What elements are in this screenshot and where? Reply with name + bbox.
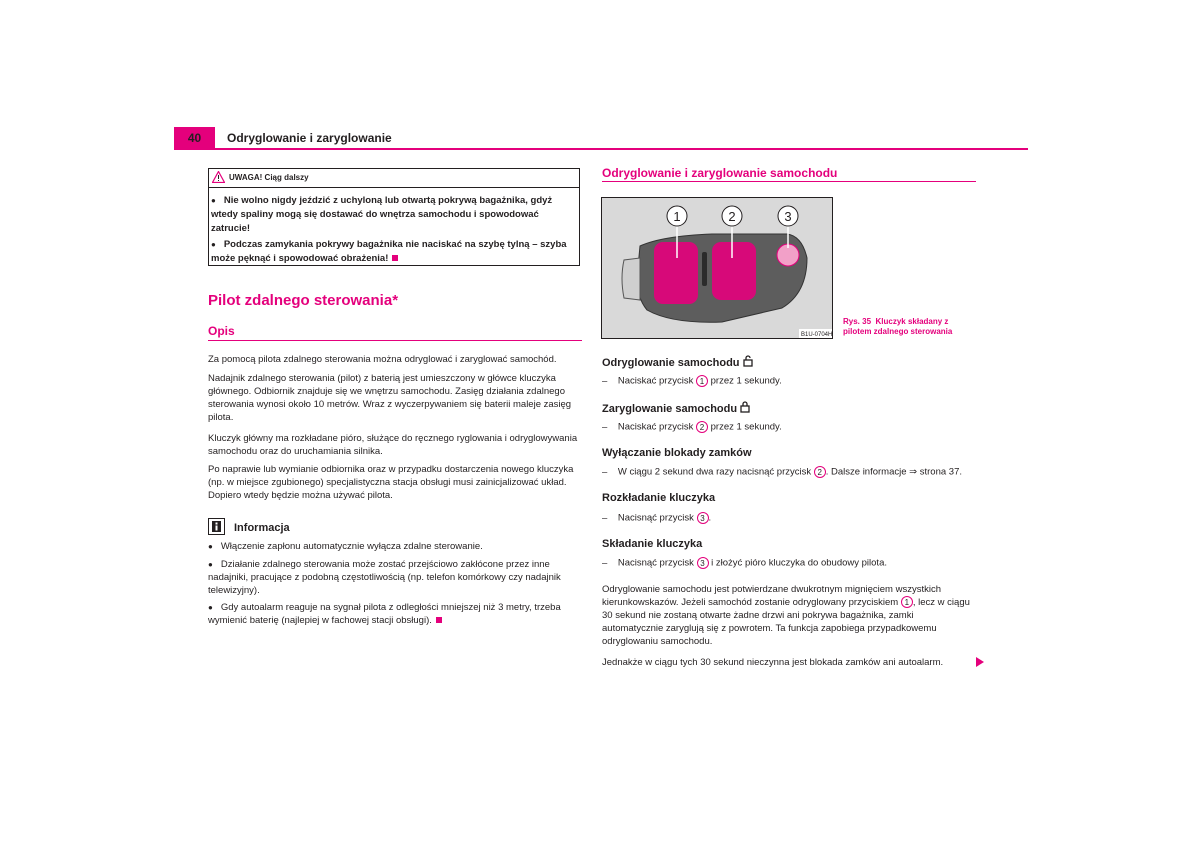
info-title: Informacja [234,522,290,534]
figure-label-1: 1 [673,209,681,224]
info-item: ● Gdy autoalarm reaguje na sygnał pilota z odległości mniejszej niż 3 metry, trzeba wymienić baterię (najlepiej w fachowej stacji obsługi). [208,601,580,627]
figure-caption: Rys. 35 Kluczyk składany z pilotem zdalnego sterowania [843,317,953,336]
header-title: Odryglowanie i zaryglowanie [227,131,392,145]
subsection-title: Opis [208,324,235,338]
paragraph: Odryglowanie samochodu jest potwierdzane dwukrotnym mignięciem wszystkich kierunkowskazów. Jeżeli samochód zostanie odryglowany przyciskiem 1 , lecz w ciągu 30 sekund nie zostaną otwarte żadne drzwi ani pokrywa bagażnika, zamki automatycznie zaryglują się z powrotem. Ta funkcja zapobiega przypadkowemu odryglowaniu samochodu. [602,584,970,647]
step-title: Składanie kluczyka [602,538,703,550]
info-icon [208,518,225,535]
continue-arrow-icon [976,657,984,667]
step-title: Odryglowanie samochodu [602,355,753,369]
paragraph: Jednakże w ciągu tych 30 sekund nieczynna jest blokada zamków ani autoalarm. [602,657,944,668]
step-text: – Nacisnąć przycisk 3 i złożyć pióro kluczyka do obudowy pilota. [602,557,887,569]
step-text: – Naciskać przycisk 1 przez 1 sekundy. [602,375,782,387]
warning-item: ● Podczas zamykania pokrywy bagażnika nie naciskać na szybę tylną – szyba może pęknąć i spowodować obrażenia! [211,238,571,266]
paragraph: Nadajnik zdalnego sterowania (pilot) z baterią jest umieszczony w główce kluczyka głównego. Odbiornik znajduje się we wnętrzu samochodu. Zasięg działania zdalnego sterowania wynosi około 10 metrów. Wraz z wyczerpywaniem się baterii maleje zasięg pilota. [208,373,572,423]
end-marker-icon [436,617,442,623]
info-item: ● Działanie zdalnego sterowania może zostać przejściowo zakłócone przez inne nadajniki, pracujące z podobną częstotliwością (np. telefon komórkowy czy nadajnik telewizyjny). [208,558,580,597]
header-rule [174,148,1028,150]
step-text: – Nacisnąć przycisk 3 . [602,512,712,524]
step-text: – Naciskać przycisk 2 przez 1 sekundy. [602,421,782,433]
key-illustration [602,198,832,338]
figure-label-2: 2 [728,209,736,224]
warning-triangle-icon [212,171,225,183]
warning-title: UWAGA! Ciąg dalszy [229,173,309,182]
right-section-rule [602,181,976,182]
step-title: Wyłączanie blokady zamków [602,447,752,459]
warning-item: ● Nie wolno nigdy jeździć z uchyloną lub otwartą pokrywą bagażnika, gdyż wtedy spaliny mogą się dostawać do wnętrza samochodu i spowodować zatrucie! [211,194,571,236]
paragraph: Kluczyk główny ma rozkładane pióro, służące do ręcznego ryglowania i odryglowywania samochodu oraz do uruchamiania silnika. [208,433,578,457]
end-marker-icon [392,255,398,261]
key-figure [601,197,833,339]
page-number: 40 [187,131,202,145]
right-section-title: Odryglowanie i zaryglowanie samochodu [602,166,838,180]
lock-icon [740,401,750,413]
subsection-rule [208,340,582,341]
section-title: Pilot zdalnego sterowania* [208,292,399,309]
step-title: Zaryglowanie samochodu [602,401,750,415]
step-text: – W ciągu 2 sekund dwa razy nacisnąć przycisk 2 . Dalsze informacje ⇒ strona 37. [602,466,962,478]
paragraph: Po naprawie lub wymianie odbiornika oraz w przypadku dostarczenia nowego kluczyka (np. w miejsce zgubionego) specjalistyczna stacja obsługi musi zainicjalizować układ. Dopiero wtedy będzie można używać pilota. [208,464,574,501]
step-title: Rozkładanie kluczyka [602,492,716,504]
figure-label-3: 3 [784,209,792,224]
unlock-icon [743,355,753,367]
figure-code: B1U-0704H [801,332,832,338]
info-item: ● Włączenie zapłonu automatycznie wyłącza zdalne sterowanie. [208,540,580,553]
paragraph: Za pomocą pilota zdalnego sterowania można odryglować i zaryglować samochód. [208,354,557,365]
